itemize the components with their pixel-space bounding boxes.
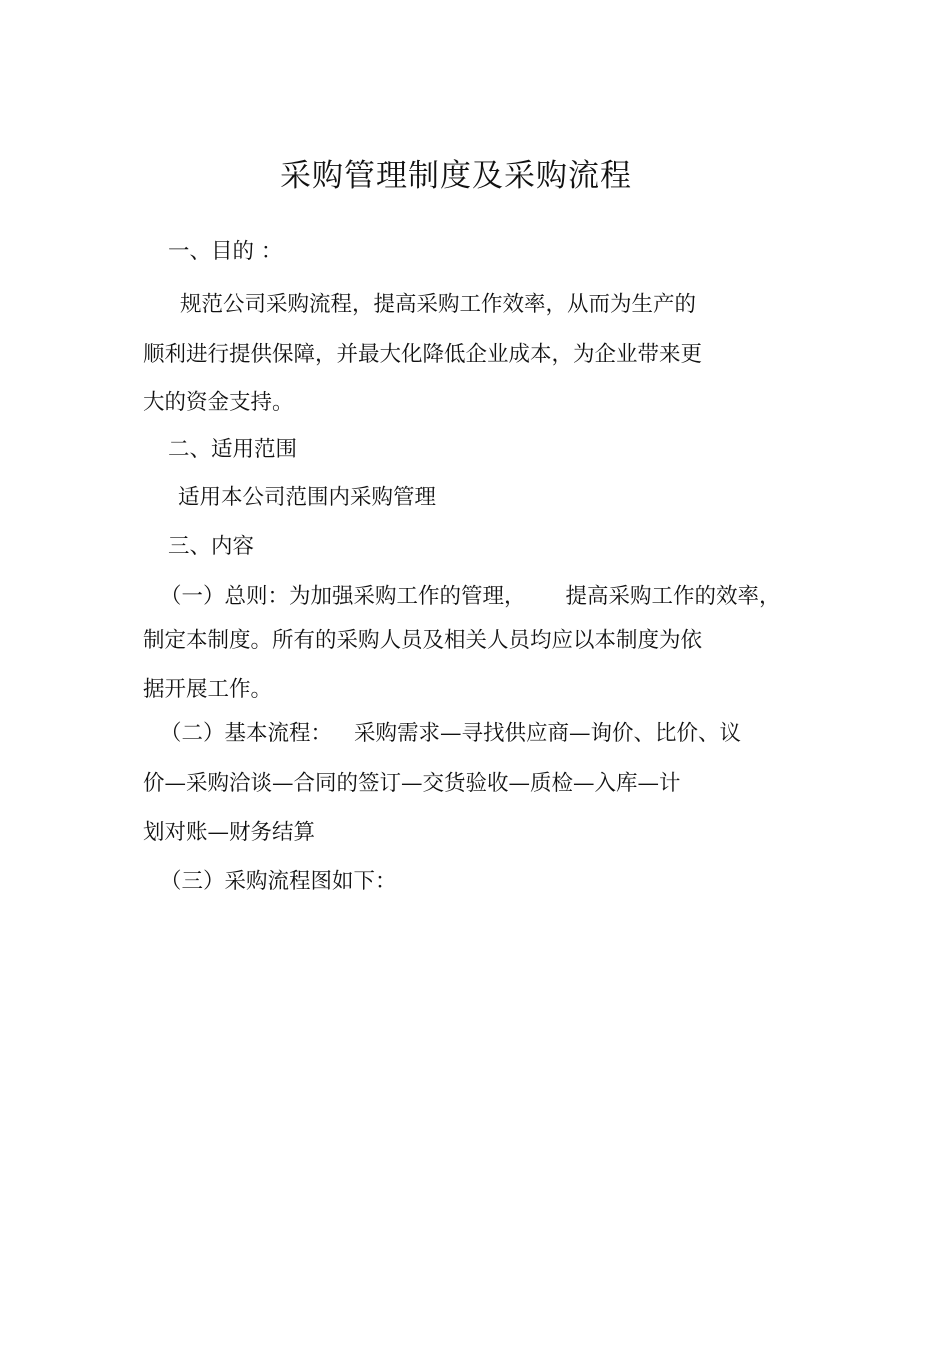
document-title: 采购管理制度及采购流程 <box>280 158 632 194</box>
basic-flow-line-3: 划对账—财务结算 <box>143 820 316 845</box>
general-rule-text: 提高采购工作的效率， <box>565 584 781 609</box>
section-3-heading: 三、内容 <box>168 534 255 559</box>
section-1-body-line-2: 顺利进行提供保障，并最大化降低企业成本，为企业带来更 <box>143 342 703 367</box>
section-1-body-line-1: 规范公司采购流程，提高采购工作效率，从而为生产的 <box>180 292 697 317</box>
basic-flow-line-2: 价—采购洽谈—合同的签订—交货验收—质检—入库—计 <box>143 771 681 796</box>
basic-flow-line-1 <box>160 721 741 747</box>
general-rule-line-2: 制定本制度。所有的采购人员及相关人员均应以本制度为依 <box>143 628 703 653</box>
basic-flow-label: （二）基本流程： <box>160 721 333 746</box>
section-2-body: 适用本公司范围内采购管理 <box>178 485 437 510</box>
basic-flow-text: 采购需求—寻找供应商—询价、比价、议 <box>354 721 742 746</box>
section-1-body-line-3: 大的资金支持。 <box>143 390 294 415</box>
general-rule-line-3: 据开展工作。 <box>143 677 273 702</box>
general-rule-line-1 <box>160 584 781 610</box>
general-rule-label: （一）总则：为加强采购工作的管理， <box>160 584 526 609</box>
section-2-heading: 二、适用范围 <box>168 437 298 462</box>
flowchart-intro: （三）采购流程图如下： <box>160 869 397 894</box>
section-1-heading: 一、目的 ： <box>168 239 283 264</box>
